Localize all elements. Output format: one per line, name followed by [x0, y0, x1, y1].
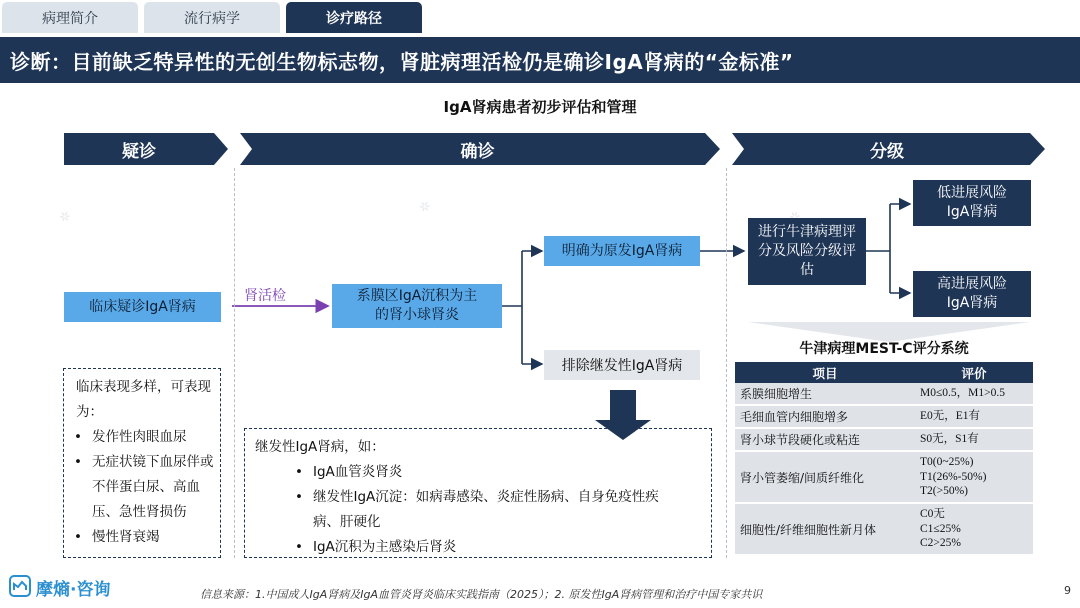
- table-cell: 肾小管萎缩/间质纤维化: [735, 451, 915, 503]
- primary-iga-box: 明确为原发IgA肾病: [544, 236, 700, 266]
- table-cell: 肾小球节段硬化或粘连: [735, 428, 915, 451]
- phase-grade-label: 分级: [870, 141, 904, 162]
- phase-divider: [726, 168, 727, 558]
- secondary-iga-box: [244, 428, 712, 558]
- exclude-secondary-box: 排除继发性IgA肾病: [544, 350, 700, 380]
- mest-title: 牛津病理MEST-C评分系统: [799, 341, 969, 357]
- phase-divider: [234, 168, 235, 558]
- oxford-eval-box: 进行牛津病理评分及风险分级评估: [748, 218, 866, 285]
- mesangial-box: 系膜区IgA沉积为主的肾小球肾炎: [332, 284, 502, 328]
- secondary-intro: 继发性IgA肾病，如：: [255, 439, 385, 455]
- risk-connector: [866, 204, 890, 293]
- table-cell: M0≤0.5，M1>0.5: [915, 383, 1033, 405]
- table-row: [735, 451, 1033, 503]
- low-risk-box: 低进展风险IgA肾病: [913, 180, 1031, 226]
- phase-confirm-label: 确诊: [460, 141, 495, 162]
- table-header-row: [735, 362, 1033, 383]
- table-row: [735, 405, 1033, 428]
- table-cell: [915, 503, 1033, 555]
- logo-icon: [8, 574, 32, 598]
- mest-table: [735, 362, 1033, 556]
- high-risk-box: 高进展风险IgA肾病: [913, 271, 1031, 317]
- phase-suspect-label: 疑诊: [122, 141, 156, 162]
- tab-epidemiology[interactable]: 流行病学: [144, 2, 280, 33]
- cell-line: T1(26%-50%): [920, 470, 987, 483]
- cell-line: C2>25%: [920, 537, 961, 550]
- watermark: ✲: [416, 198, 435, 217]
- diagram-subtitle: IgA肾病患者初步评估和管理: [443, 98, 637, 116]
- branch-connector: [502, 251, 522, 364]
- biopsy-label: 肾活检: [244, 288, 286, 304]
- tab-pathology-intro[interactable]: 病理简介: [2, 2, 138, 33]
- cell-line: C1≤25%: [920, 522, 961, 535]
- table-row: [735, 503, 1033, 555]
- tab-diagnosis-path[interactable]: 诊疗路径: [286, 2, 422, 33]
- table-cell: 系膜细胞增生: [735, 383, 915, 405]
- table-cell: 毛细血管内细胞增多: [735, 405, 915, 428]
- clinical-intro: 临床表现多样，可表现为：: [76, 379, 211, 420]
- list-item: • IgA沉积为主感染后肾炎: [291, 535, 661, 560]
- table-header: 评价: [915, 362, 1033, 383]
- cell-line: T0(0~25%): [920, 456, 974, 469]
- watermark: ✲: [56, 208, 75, 227]
- table-cell: [915, 451, 1033, 503]
- table-row: [735, 383, 1033, 405]
- table-row: [735, 428, 1033, 451]
- page-number: 9: [1064, 584, 1071, 597]
- table-cell: E0无，E1有: [915, 405, 1033, 428]
- list-item: • 慢性肾衰竭: [70, 525, 214, 550]
- list-item: • IgA血管炎肾炎: [291, 460, 661, 485]
- list-item: • 无症状镜下血尿伴或不伴蛋白尿、高血压、急性肾损伤: [70, 450, 214, 525]
- table-cell: 细胞性/纤维细胞性新月体: [735, 503, 915, 555]
- table-cell: S0无，S1有: [915, 428, 1033, 451]
- list-item: • 发作性肉眼血尿: [70, 425, 214, 450]
- table-header: 项目: [735, 362, 915, 383]
- list-item: • 继发性IgA沉淀：如病毒感染、炎症性肠病、自身免疫性疾病、肝硬化: [291, 485, 661, 535]
- logo-text: 摩熵·咨询: [36, 580, 111, 600]
- page-title: 诊断：目前缺乏特异性的无创生物标志物，肾脏病理活检仍是确诊IgA肾病的“金标准”: [0, 37, 1080, 83]
- source-note: 信息来源：1.中国成人IgA肾病及IgA血管炎肾炎临床实践指南（2025）；2. 原发性IgA肾病管理和治疗中国专家共识: [200, 588, 763, 601]
- cell-line: T2(>50%): [920, 485, 968, 498]
- cell-line: C0无: [920, 508, 945, 521]
- clinical-manifestations-box: [63, 368, 221, 558]
- clinical-suspect-box: 临床疑诊IgA肾病: [64, 292, 221, 322]
